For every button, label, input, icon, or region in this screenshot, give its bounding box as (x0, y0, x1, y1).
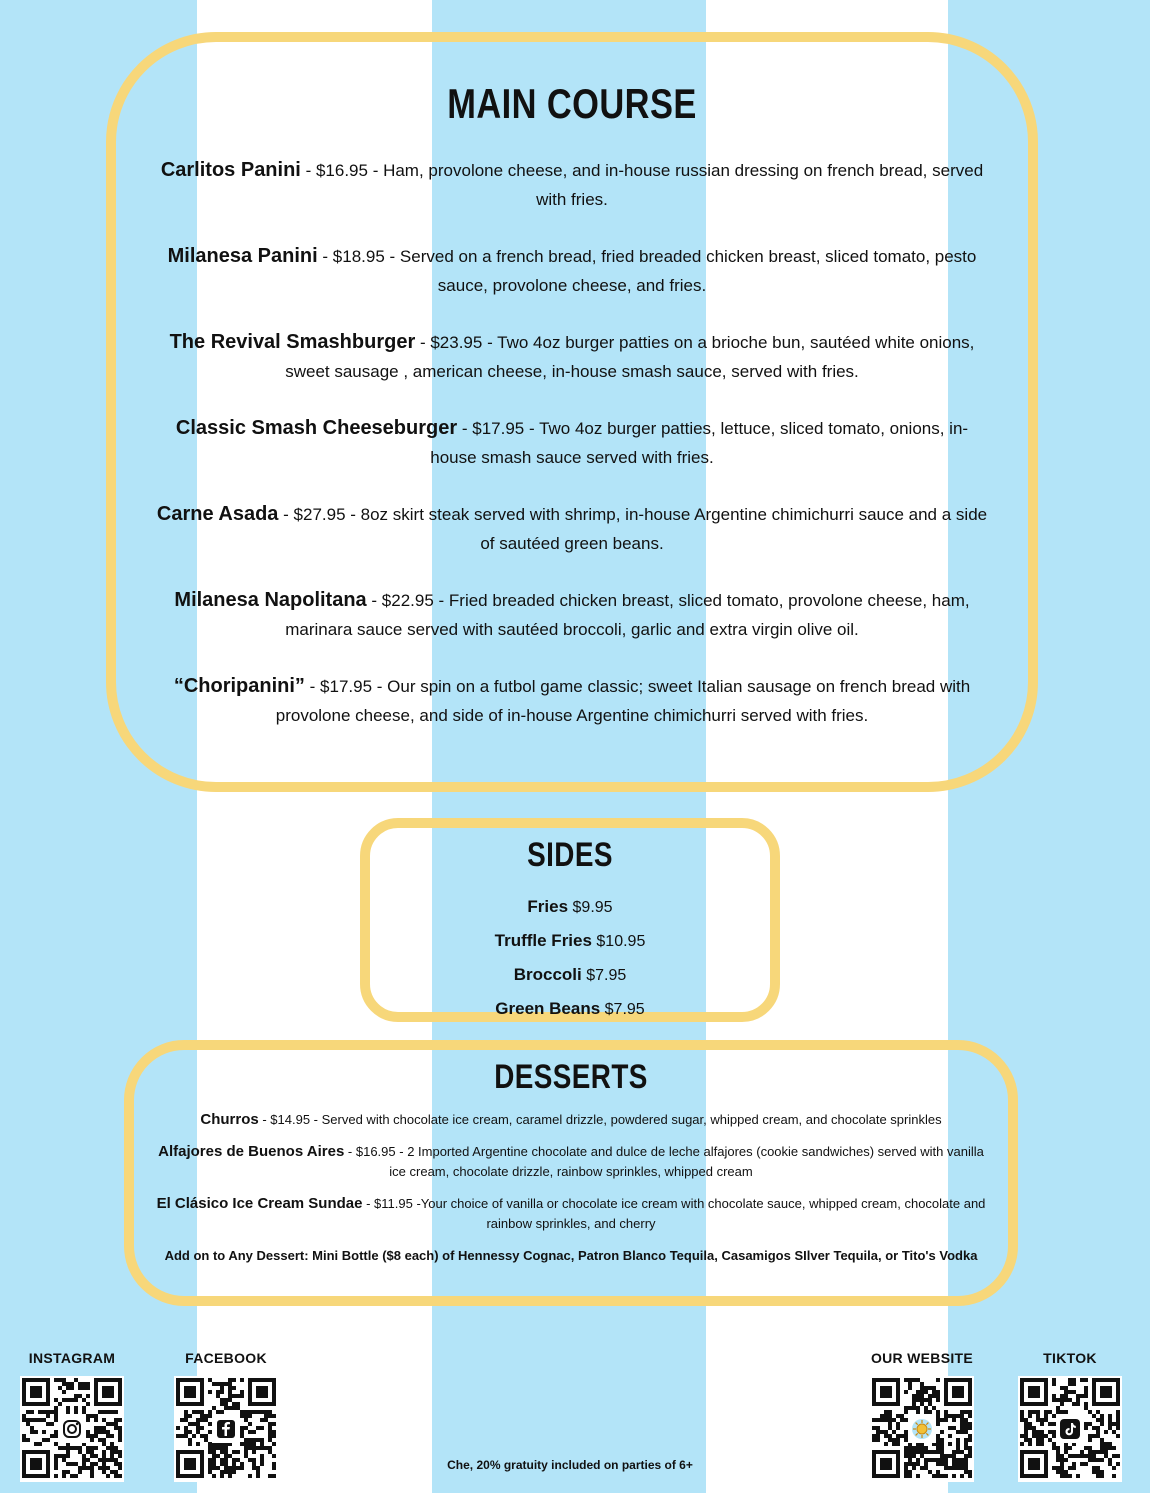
main-course-section (106, 32, 1038, 792)
item-price: $16.95 (315, 161, 368, 180)
item-price: $16.95 (355, 1144, 396, 1159)
item-description: Served on a french bread, fried breaded chicken breast, sliced tomato, pesto sauce, provolone cheese, and fries. (399, 247, 977, 295)
item-price: $7.95 (604, 1001, 645, 1018)
dessert-addon-note: Add on to Any Dessert: Mini Bottle ($8 each) of Hennessy Cognac, Patron Blanco Tequila, Casamigos SIlver Tequila, or Tito's Vodka (164, 1248, 978, 1263)
instagram-icon (58, 1415, 86, 1443)
item-price: $11.95 (374, 1196, 413, 1211)
menu-item: Classic Smash Cheeseburger - $17.95 - Two 4oz burger patties, lettuce, sliced tomato, onions, in-house smash sauce served with fries. (175, 417, 969, 467)
item-description: 2 Imported Argentine chocolate and dulce de leche alfajores (cookie sandwiches) served with vanilla ice cream, chocolate drizzle, rainbow sprinkles, whipped cream (389, 1144, 984, 1179)
menu-item: Carne Asada - $27.95 - 8oz skirt steak served with shrimp, in-house Argentine chimichurri sauce and a side of sautéed green beans. (156, 503, 988, 553)
menu-item: Milanesa Napolitana - $22.95 - Fried breaded chicken breast, sliced tomato, provolone cheese, ham, marinara sauce served with sautéed broccoli, garlic and extra virgin olive oil. (174, 589, 970, 639)
side-item (370, 924, 770, 958)
item-name: Classic Smash Cheeseburger (175, 417, 458, 439)
item-description: Two 4oz burger patties on a brioche bun, sautéed white onions, sweet sausage , american cheese, in-house smash sauce, served with fries. (285, 333, 975, 381)
item-name: Carlitos Panini (160, 159, 301, 181)
item-description: Two 4oz burger patties, lettuce, sliced tomato, onions, in-house smash sauce served with fries. (430, 419, 969, 467)
item-name: Broccoli (513, 965, 582, 984)
item-name: The Revival Smashburger (169, 331, 416, 353)
item-name: Milanesa Napolitana (174, 589, 367, 611)
item-price: $22.95 (381, 591, 434, 610)
dessert-item: Alfajores de Buenos Aires - $16.95 - 2 Imported Argentine chocolate and dulce de leche alfajores (cookie sandwiches) served with vanilla ice cream, chocolate drizzle, rainbow sprinkles, whipped cream (158, 1143, 984, 1179)
sun-emblem-icon (908, 1415, 936, 1443)
side-item (370, 890, 770, 924)
sides-section (360, 818, 780, 1022)
side-item (370, 992, 770, 1026)
item-price: $18.95 (332, 247, 385, 266)
item-name: “Choripanini” (173, 675, 305, 697)
website-label: OUR WEBSITE (870, 1350, 974, 1366)
item-description: Our spin on a futbol game classic; sweet Italian sausage on french bread with provolone cheese, and side of in-house Argentine chimichurri served with fries. (275, 677, 971, 725)
item-price: $17.95 (472, 419, 525, 438)
dessert-item: Churros - $14.95 - Served with chocolate ice cream, caramel drizzle, powdered sugar, whipped cream, and chocolate sprinkles (200, 1111, 942, 1128)
item-price: $17.95 (320, 677, 373, 696)
item-description: Your choice of vanilla or chocolate ice cream with chocolate sauce, whipped cream, chocolate and rainbow sprinkles, and cherry (420, 1196, 986, 1231)
item-name: Milanesa Panini (167, 245, 318, 267)
item-name: Fries (527, 897, 569, 916)
item-description: Served with chocolate ice cream, caramel drizzle, powdered sugar, whipped cream, and chocolate sprinkles (321, 1112, 942, 1127)
item-price: $9.95 (572, 899, 613, 916)
desserts-title: DESSERTS (494, 1058, 648, 1096)
item-description: 8oz skirt steak served with shrimp, in-house Argentine chimichurri sauce and a side of sautéed green beans. (360, 505, 988, 553)
sides-list (370, 890, 770, 1026)
main-course-title: MAIN COURSE (447, 80, 697, 127)
side-item (370, 958, 770, 992)
item-price: $7.95 (586, 967, 627, 984)
item-name: Alfajores de Buenos Aires (158, 1143, 345, 1160)
menu-item: Milanesa Panini - $18.95 - Served on a french bread, fried breaded chicken breast, sliced tomato, pesto sauce, provolone cheese, and fries. (167, 245, 977, 295)
desserts-list (152, 1110, 990, 1266)
menu-item: Carlitos Panini - $16.95 - Ham, provolone cheese, and in-house russian dressing on french bread, served with fries. (160, 159, 984, 209)
menu-item: “Choripanini” - $17.95 - Our spin on a futbol game classic; sweet Italian sausage on french bread with provolone cheese, and side of in-house Argentine chimichurri served with fries. (173, 675, 971, 725)
item-name: Truffle Fries (494, 931, 592, 950)
item-description: Fried breaded chicken breast, sliced tomato, provolone cheese, ham, marinara sauce served with sautéed broccoli, garlic and extra virgin olive oil. (285, 591, 970, 639)
item-name: Churros (200, 1111, 259, 1128)
item-price: $14.95 (270, 1112, 311, 1127)
tiktok-icon (1056, 1415, 1084, 1443)
tiktok-label: TIKTOK (1043, 1350, 1097, 1366)
dessert-item: El Clásico Ice Cream Sundae - $11.95 -Your choice of vanilla or chocolate ice cream with chocolate sauce, whipped cream, chocolate and rainbow sprinkles, and cherry (156, 1195, 986, 1231)
sides-title: SIDES (527, 836, 613, 874)
item-name: Green Beans (495, 999, 601, 1018)
desserts-section (124, 1040, 1018, 1306)
facebook-icon (212, 1415, 240, 1443)
item-price: $27.95 (293, 505, 346, 524)
item-description: Ham, provolone cheese, and in-house russian dressing on french bread, served with fries. (383, 161, 984, 209)
facebook-label: FACEBOOK (185, 1350, 267, 1366)
instagram-label: INSTAGRAM (28, 1350, 116, 1366)
main-course-list (156, 156, 988, 758)
gratuity-note: Che, 20% gratuity included on parties of 6+ (447, 1458, 693, 1472)
item-name: Carne Asada (156, 503, 279, 525)
item-price: $23.95 (430, 333, 483, 352)
menu-item: The Revival Smashburger - $23.95 - Two 4oz burger patties on a brioche bun, sautéed white onions, sweet sausage , american cheese, in-house smash sauce, served with fries. (169, 331, 975, 381)
item-name: El Clásico Ice Cream Sundae (156, 1195, 363, 1212)
item-price: $10.95 (596, 933, 646, 950)
